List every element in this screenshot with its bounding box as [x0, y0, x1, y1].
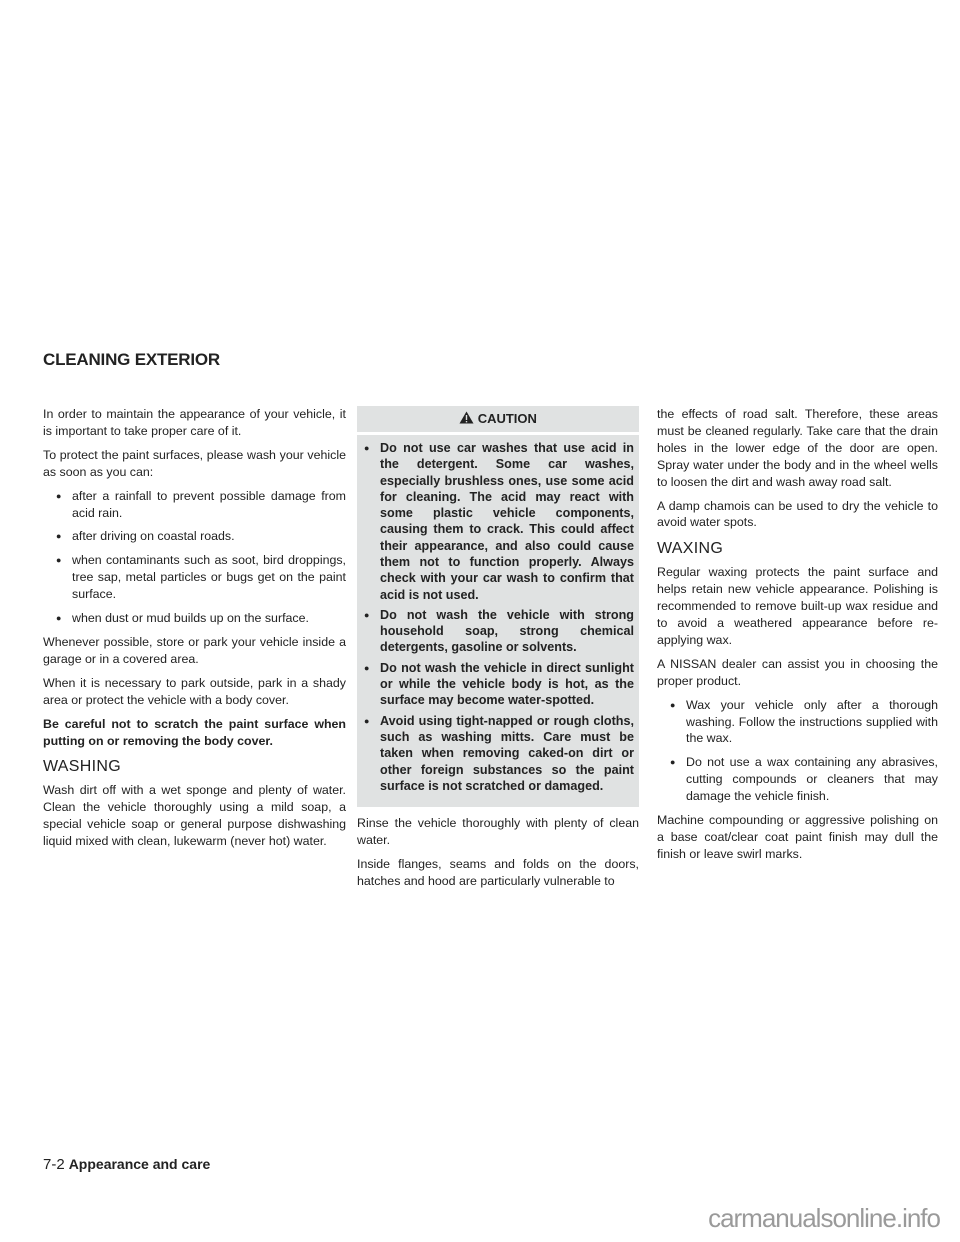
page-footer [43, 1156, 210, 1173]
caution-list [362, 440, 634, 794]
bullet-list [657, 697, 938, 805]
paragraph: Wash dirt off with a wet sponge and plenty of water. Clean the vehicle thoroughly using a mild soap, a special vehicle soap or general purpose dishwashing liquid mixed with clean, lukewarm (never hot) water. [43, 783, 346, 849]
paragraph: In order to maintain the appearance of your vehicle, it is important to take proper care of it. [43, 407, 346, 438]
paragraph: the effects of road salt. Therefore, these areas must be cleaned regularly. Take care that the drain holes in the lower edge of the door are open. Spray water under the body and in the wheel wells to loosen the dirt and wash away road salt. [657, 407, 938, 489]
warning-triangle-icon [459, 411, 478, 426]
paragraph: Rinse the vehicle thoroughly with plenty of clean water. [357, 816, 639, 848]
footer-section: Appearance and care [68, 1156, 211, 1172]
list-item: ● when dust or mud builds up on the surface. [43, 610, 346, 627]
caution-title: CAUTION [477, 411, 537, 426]
caution-item: ● Do not wash the vehicle in direct sunlight or while the vehicle body is hot, as the surface may become water-spotted. [362, 660, 634, 709]
caution-header [357, 406, 639, 435]
list-item: ● Do not use a wax containing any abrasives, cutting compounds or cleaners that may damage the vehicle finish. [657, 754, 938, 805]
caution-box [357, 406, 639, 807]
paragraph: A damp chamois can be used to dry the vehicle to avoid water spots. [657, 498, 938, 530]
paragraph: When it is necessary to park outside, park in a shady area or protect the vehicle with a body cover. [43, 675, 346, 707]
paragraph: Inside flanges, seams and folds on the doors, hatches and hood are particularly vulnerable to [357, 856, 639, 888]
caution-item: ● Avoid using tight-napped or rough cloths, such as washing mitts. Care must be taken when removing caked-on dirt or other foreign substances so the paint surface is not scratched or damaged. [362, 713, 634, 794]
column-1 [43, 406, 346, 857]
list-item: ● when contaminants such as soot, bird droppings, tree sap, metal particles or bugs get on the paint surface. [43, 552, 346, 603]
paragraph: A NISSAN dealer can assist you in choosing the proper product. [657, 656, 938, 688]
bullet-list [43, 488, 346, 627]
watermark: carmanualsonline.info [708, 1203, 940, 1233]
paragraph: To protect the paint surfaces, please wash your vehicle as soon as you can: [43, 447, 346, 479]
caution-item: ● Do not wash the vehicle with strong household soap, strong chemical detergents, gasoline or solvents. [362, 607, 634, 656]
page-number: 7-2 [43, 1156, 65, 1173]
bold-note: Be careful not to scratch the paint surface when putting on or removing the body cover. [43, 716, 346, 748]
page-title: CLEANING EXTERIOR [43, 350, 221, 369]
caution-item: ● Do not use car washes that use acid in the detergent. Some car washes, especially brushless ones, use some acid for cleaning. The acid may react with some plastic vehicle components, causing them to crack. This could affect their appearance, and also could cause them not to function properly. Always check with your car wash to confirm that acid is not used. [362, 440, 634, 603]
paragraph: Machine compounding or aggressive polishing on a base coat/clear coat paint finish may dull the finish or leave swirl marks. [657, 813, 938, 861]
section-heading-waxing: WAXING [657, 540, 724, 558]
list-item: ● after driving on coastal roads. [43, 528, 346, 545]
list-item: ● Wax your vehicle only after a thorough washing. Follow the instructions supplied with the wax. [657, 697, 938, 748]
list-item: ● after a rainfall to prevent possible damage from acid rain. [43, 488, 346, 522]
section-heading-washing: WASHING [43, 758, 121, 776]
column-2 [357, 406, 639, 897]
paragraph: Regular waxing protects the paint surface and helps retain new vehicle appearance. Polishing is recommended to remove built-up wax residue and to avoid a weathered appearance before re-applying wax. [657, 565, 938, 647]
column-3 [657, 406, 938, 870]
paragraph: Whenever possible, store or park your vehicle inside a garage or in a covered area. [43, 634, 346, 666]
